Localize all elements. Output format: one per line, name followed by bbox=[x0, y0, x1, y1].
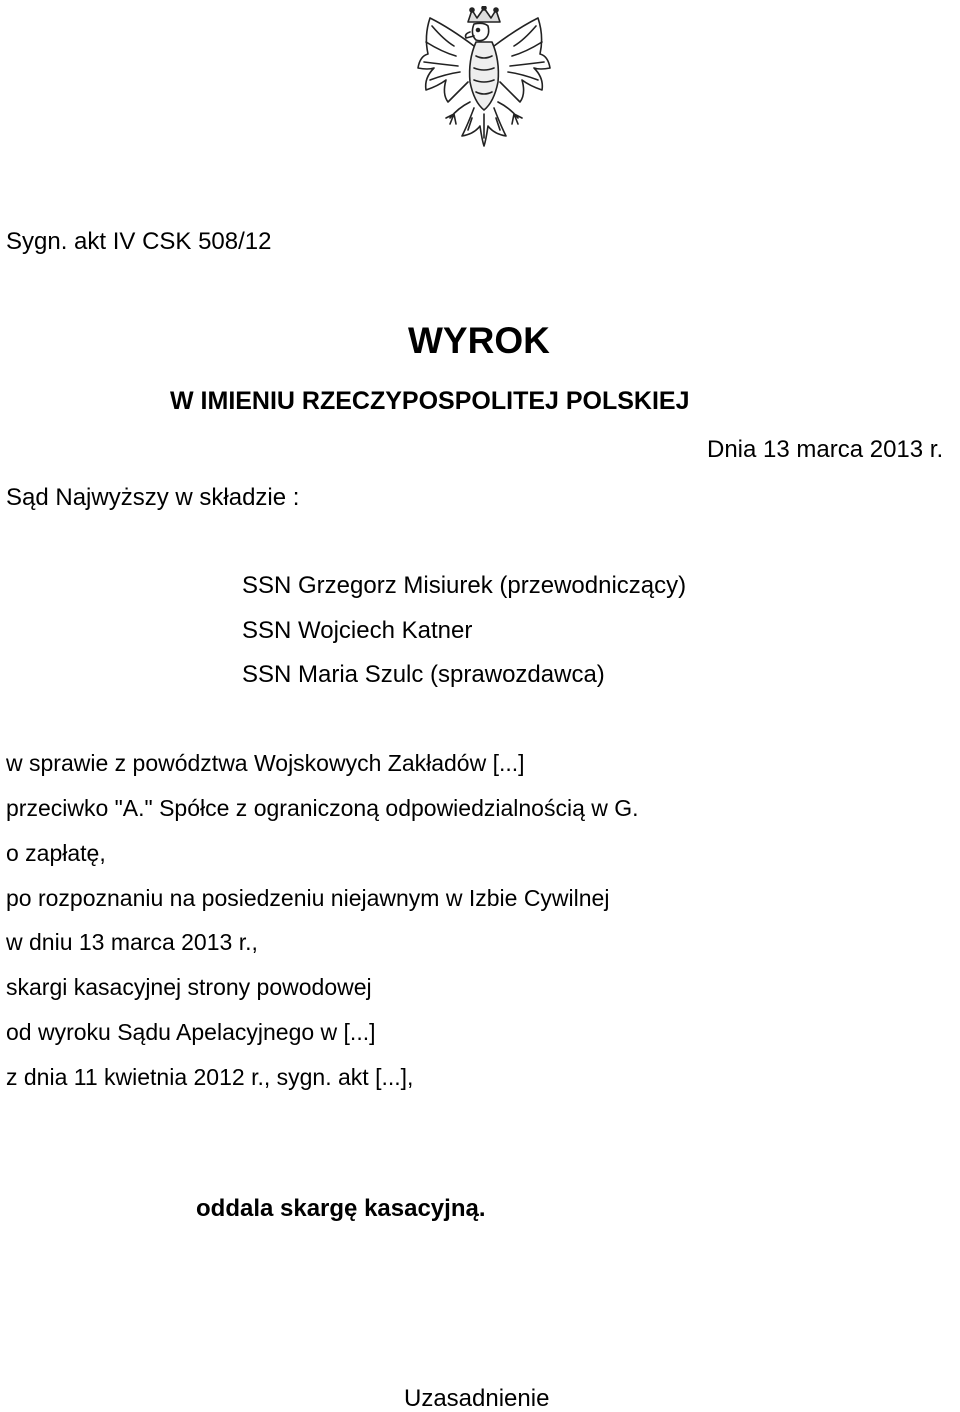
case-body-line: skargi kasacyjnej strony powodowej bbox=[6, 974, 372, 1000]
verdict: oddala skargę kasacyjną. bbox=[196, 1195, 486, 1222]
case-body-line: w dniu 13 marca 2013 r., bbox=[6, 929, 258, 955]
case-body-line: przeciwko "A." Spółce z ograniczoną odpowiedzialnością w G. bbox=[6, 795, 639, 821]
case-number: Sygn. akt IV CSK 508/12 bbox=[6, 228, 272, 255]
court-composition: Sąd Najwyższy w składzie : bbox=[6, 484, 300, 511]
judge-presiding: SSN Grzegorz Misiurek (przewodniczący) bbox=[242, 572, 687, 599]
case-body-line: w sprawie z powództwa Wojskowych Zakładów [...] bbox=[6, 750, 525, 776]
case-body-line: o zapłatę, bbox=[6, 840, 106, 866]
reasoning-heading: Uzasadnienie bbox=[404, 1385, 550, 1412]
page-title: WYROK bbox=[408, 320, 550, 361]
judge-member: SSN Wojciech Katner bbox=[242, 617, 473, 644]
judge-rapporteur: SSN Maria Szulc (sprawozdawca) bbox=[242, 661, 605, 688]
case-body-line: z dnia 11 kwietnia 2012 r., sygn. akt [...], bbox=[6, 1064, 414, 1090]
page-subtitle: W IMIENIU RZECZYPOSPOLITEJ POLSKIEJ bbox=[170, 387, 690, 415]
judgment-date: Dnia 13 marca 2013 r. bbox=[707, 436, 944, 463]
case-body-line: od wyroku Sądu Apelacyjnego w [...] bbox=[6, 1019, 376, 1045]
polish-eagle-emblem-icon bbox=[410, 6, 558, 164]
case-body-line: po rozpoznaniu na posiedzeniu niejawnym w Izbie Cywilnej bbox=[6, 885, 610, 911]
